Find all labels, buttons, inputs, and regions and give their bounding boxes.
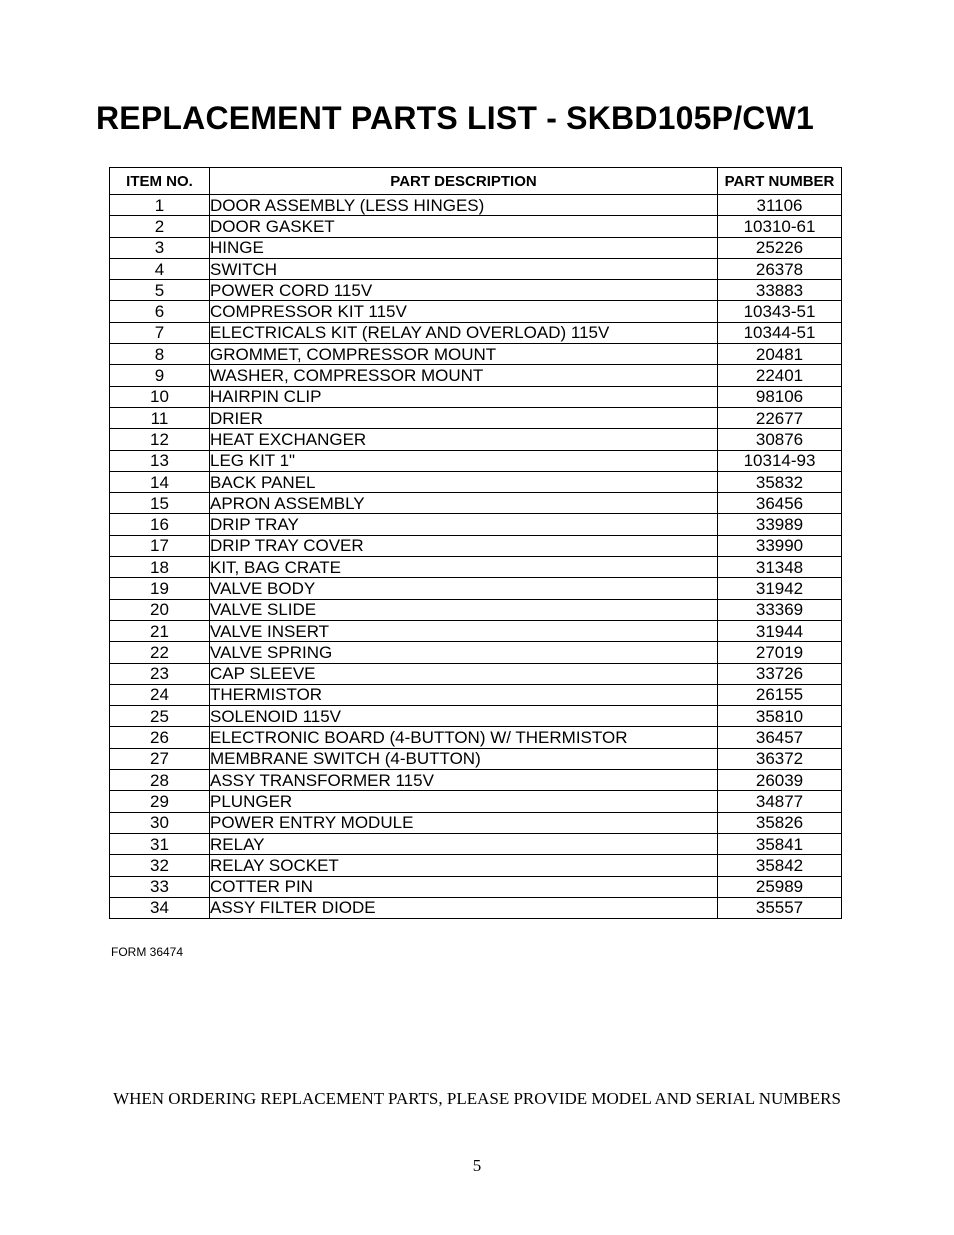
table-row xyxy=(110,195,842,216)
item-number-cell: 5 xyxy=(110,280,210,301)
part-description-cell: VALVE SPRING xyxy=(210,642,718,663)
part-number-cell: 10310-61 xyxy=(718,216,842,237)
part-description-cell: DOOR ASSEMBLY (LESS HINGES) xyxy=(210,195,718,216)
header-part-description: PART DESCRIPTION xyxy=(210,168,718,195)
part-description-cell: VALVE SLIDE xyxy=(210,599,718,620)
part-number-cell: 33989 xyxy=(718,514,842,535)
part-number-cell: 31942 xyxy=(718,578,842,599)
part-description-cell: GROMMET, COMPRESSOR MOUNT xyxy=(210,344,718,365)
item-number-cell: 24 xyxy=(110,684,210,705)
item-number-cell: 25 xyxy=(110,706,210,727)
table-row xyxy=(110,599,842,620)
part-number-cell: 22677 xyxy=(718,407,842,428)
item-number-cell: 20 xyxy=(110,599,210,620)
item-number-cell: 6 xyxy=(110,301,210,322)
item-number-cell: 19 xyxy=(110,578,210,599)
part-description-cell: DRIP TRAY xyxy=(210,514,718,535)
item-number-cell: 22 xyxy=(110,642,210,663)
item-number-cell: 3 xyxy=(110,237,210,258)
part-number-cell: 36457 xyxy=(718,727,842,748)
item-number-cell: 9 xyxy=(110,365,210,386)
item-number-cell: 32 xyxy=(110,855,210,876)
part-description-cell: RELAY xyxy=(210,833,718,854)
part-description-cell: POWER ENTRY MODULE xyxy=(210,812,718,833)
part-number-cell: 10343-51 xyxy=(718,301,842,322)
ordering-notice: WHEN ORDERING REPLACEMENT PARTS, PLEASE PROVIDE MODEL AND SERIAL NUMBERS xyxy=(113,1089,841,1108)
table-row xyxy=(110,407,842,428)
part-description-cell: ELECTRICALS KIT (RELAY AND OVERLOAD) 115V xyxy=(210,322,718,343)
table-row xyxy=(110,684,842,705)
table-row xyxy=(110,535,842,556)
item-number-cell: 21 xyxy=(110,620,210,641)
item-number-cell: 10 xyxy=(110,386,210,407)
part-number-cell: 33990 xyxy=(718,535,842,556)
part-number-cell: 10344-51 xyxy=(718,322,842,343)
part-number-cell: 33726 xyxy=(718,663,842,684)
part-number-cell: 35841 xyxy=(718,833,842,854)
part-number-cell: 10314-93 xyxy=(718,450,842,471)
part-number-cell: 25226 xyxy=(718,237,842,258)
part-description-cell: HEAT EXCHANGER xyxy=(210,429,718,450)
page-title: REPLACEMENT PARTS LIST - SKBD105P/CW1 xyxy=(96,100,814,136)
table-row xyxy=(110,897,842,918)
item-number-cell: 7 xyxy=(110,322,210,343)
part-description-cell: SWITCH xyxy=(210,258,718,279)
part-number-cell: 26155 xyxy=(718,684,842,705)
part-number-cell: 35557 xyxy=(718,897,842,918)
table-row xyxy=(110,344,842,365)
part-number-cell: 33369 xyxy=(718,599,842,620)
item-number-cell: 15 xyxy=(110,493,210,514)
parts-table-body xyxy=(110,195,842,919)
part-description-cell: ASSY TRANSFORMER 115V xyxy=(210,770,718,791)
item-number-cell: 31 xyxy=(110,833,210,854)
part-description-cell: MEMBRANE SWITCH (4-BUTTON) xyxy=(210,748,718,769)
table-row xyxy=(110,791,842,812)
item-number-cell: 8 xyxy=(110,344,210,365)
item-number-cell: 17 xyxy=(110,535,210,556)
table-row xyxy=(110,450,842,471)
item-number-cell: 27 xyxy=(110,748,210,769)
item-number-cell: 13 xyxy=(110,450,210,471)
part-description-cell: BACK PANEL xyxy=(210,471,718,492)
part-number-cell: 98106 xyxy=(718,386,842,407)
table-row xyxy=(110,706,842,727)
part-description-cell: DOOR GASKET xyxy=(210,216,718,237)
table-row xyxy=(110,514,842,535)
table-row xyxy=(110,301,842,322)
part-description-cell: APRON ASSEMBLY xyxy=(210,493,718,514)
item-number-cell: 28 xyxy=(110,770,210,791)
table-row xyxy=(110,876,842,897)
table-header-row xyxy=(110,168,842,195)
table-row xyxy=(110,471,842,492)
item-number-cell: 33 xyxy=(110,876,210,897)
part-number-cell: 36372 xyxy=(718,748,842,769)
table-row xyxy=(110,557,842,578)
part-description-cell: DRIER xyxy=(210,407,718,428)
part-description-cell: ASSY FILTER DIODE xyxy=(210,897,718,918)
part-number-cell: 20481 xyxy=(718,344,842,365)
item-number-cell: 18 xyxy=(110,557,210,578)
part-description-cell: RELAY SOCKET xyxy=(210,855,718,876)
part-number-cell: 34877 xyxy=(718,791,842,812)
table-row xyxy=(110,365,842,386)
part-number-cell: 31106 xyxy=(718,195,842,216)
part-number-cell: 26039 xyxy=(718,770,842,791)
part-number-cell: 35842 xyxy=(718,855,842,876)
part-number-cell: 25989 xyxy=(718,876,842,897)
part-description-cell: LEG KIT 1" xyxy=(210,450,718,471)
part-description-cell: WASHER, COMPRESSOR MOUNT xyxy=(210,365,718,386)
item-number-cell: 2 xyxy=(110,216,210,237)
parts-table xyxy=(109,167,842,919)
page-number: 5 xyxy=(472,1156,482,1175)
table-row xyxy=(110,578,842,599)
part-description-cell: THERMISTOR xyxy=(210,684,718,705)
table-row xyxy=(110,237,842,258)
part-description-cell: POWER CORD 115V xyxy=(210,280,718,301)
part-description-cell: VALVE INSERT xyxy=(210,620,718,641)
part-number-cell: 36456 xyxy=(718,493,842,514)
form-number: FORM 36474 xyxy=(111,945,184,959)
table-row xyxy=(110,322,842,343)
part-number-cell: 31944 xyxy=(718,620,842,641)
part-description-cell: DRIP TRAY COVER xyxy=(210,535,718,556)
part-description-cell: COMPRESSOR KIT 115V xyxy=(210,301,718,322)
item-number-cell: 29 xyxy=(110,791,210,812)
part-number-cell: 22401 xyxy=(718,365,842,386)
part-description-cell: ELECTRONIC BOARD (4-BUTTON) W/ THERMISTOR xyxy=(210,727,718,748)
part-description-cell: VALVE BODY xyxy=(210,578,718,599)
table-row xyxy=(110,280,842,301)
part-number-cell: 26378 xyxy=(718,258,842,279)
part-number-cell: 30876 xyxy=(718,429,842,450)
item-number-cell: 34 xyxy=(110,897,210,918)
table-row xyxy=(110,748,842,769)
item-number-cell: 23 xyxy=(110,663,210,684)
table-row xyxy=(110,386,842,407)
part-number-cell: 35826 xyxy=(718,812,842,833)
item-number-cell: 12 xyxy=(110,429,210,450)
part-number-cell: 33883 xyxy=(718,280,842,301)
table-row xyxy=(110,770,842,791)
table-row xyxy=(110,620,842,641)
table-row xyxy=(110,812,842,833)
item-number-cell: 1 xyxy=(110,195,210,216)
item-number-cell: 14 xyxy=(110,471,210,492)
table-row xyxy=(110,663,842,684)
part-description-cell: SOLENOID 115V xyxy=(210,706,718,727)
part-description-cell: PLUNGER xyxy=(210,791,718,812)
table-row xyxy=(110,833,842,854)
item-number-cell: 30 xyxy=(110,812,210,833)
item-number-cell: 26 xyxy=(110,727,210,748)
header-item-no: ITEM NO. xyxy=(110,168,210,195)
header-part-number: PART NUMBER xyxy=(718,168,842,195)
part-number-cell: 35810 xyxy=(718,706,842,727)
part-description-cell: CAP SLEEVE xyxy=(210,663,718,684)
part-description-cell: HAIRPIN CLIP xyxy=(210,386,718,407)
part-description-cell: KIT, BAG CRATE xyxy=(210,557,718,578)
table-row xyxy=(110,642,842,663)
part-number-cell: 31348 xyxy=(718,557,842,578)
item-number-cell: 11 xyxy=(110,407,210,428)
table-row xyxy=(110,855,842,876)
table-row xyxy=(110,429,842,450)
table-row xyxy=(110,727,842,748)
item-number-cell: 4 xyxy=(110,258,210,279)
part-number-cell: 27019 xyxy=(718,642,842,663)
part-description-cell: COTTER PIN xyxy=(210,876,718,897)
table-row xyxy=(110,493,842,514)
item-number-cell: 16 xyxy=(110,514,210,535)
table-row xyxy=(110,216,842,237)
part-description-cell: HINGE xyxy=(210,237,718,258)
table-row xyxy=(110,258,842,279)
part-number-cell: 35832 xyxy=(718,471,842,492)
